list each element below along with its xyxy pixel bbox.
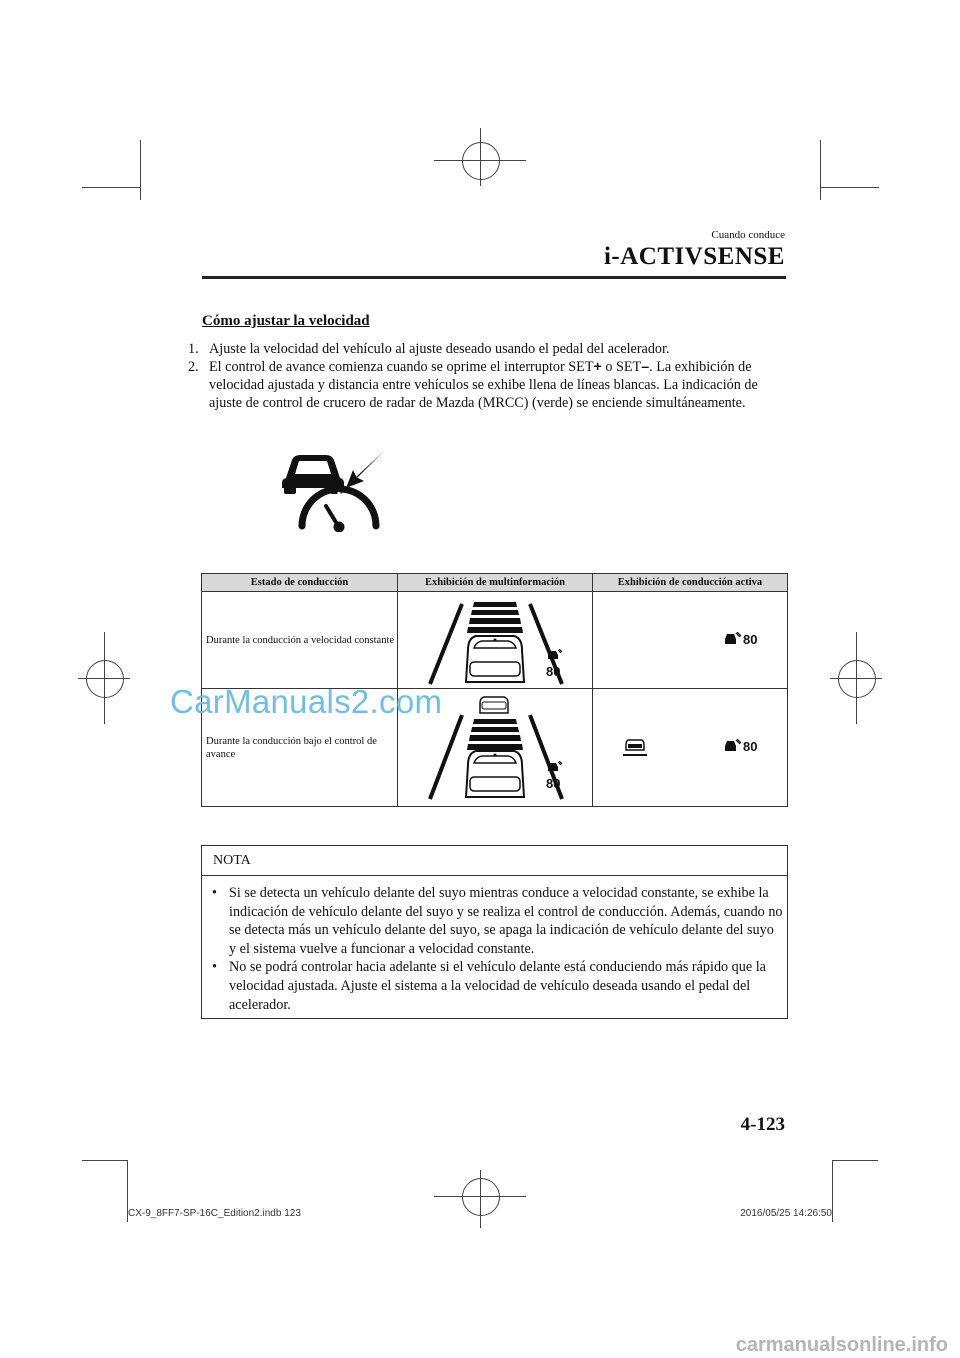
footer-filename: CX-9_8FF7-SP-16C_Edition2.indb 123 bbox=[128, 1208, 301, 1219]
subheading: Cómo ajustar la velocidad bbox=[202, 313, 370, 329]
registration-mark bbox=[856, 632, 857, 724]
crop-mark bbox=[82, 1160, 128, 1161]
step-item bbox=[188, 358, 778, 412]
table-row bbox=[202, 592, 788, 689]
table-header: Estado de conducción bbox=[202, 574, 398, 592]
watermark-logo: CarManuals2.com bbox=[170, 683, 443, 720]
footer-timestamp: 2016/05/25 14:26:50 bbox=[740, 1208, 832, 1219]
page-number: 4-123 bbox=[740, 1114, 785, 1135]
bullet: • bbox=[212, 959, 217, 976]
chapter-title: i-ACTIVSENSE bbox=[603, 243, 785, 270]
table-header: Exhibición de multinformación bbox=[398, 574, 593, 592]
crop-mark bbox=[832, 1160, 833, 1222]
crop-mark bbox=[820, 140, 821, 200]
multi-display-cell bbox=[398, 592, 593, 689]
registration-mark bbox=[480, 1170, 481, 1228]
set-speed-value: 80 bbox=[546, 664, 561, 679]
mrcc-indicator-icon bbox=[280, 448, 388, 532]
header-rule bbox=[202, 276, 786, 279]
note-box bbox=[201, 845, 788, 1019]
state-label: Durante la conducción bajo el control de avance bbox=[202, 689, 398, 807]
radar-car-icon bbox=[723, 739, 741, 755]
crop-mark bbox=[82, 187, 140, 188]
step-text: El control de avance comienza cuando se oprime el interruptor SET bbox=[209, 359, 594, 375]
set-speed-value: 80 bbox=[743, 739, 758, 754]
note-header bbox=[202, 846, 787, 876]
steps-list bbox=[188, 340, 778, 412]
step-text: Ajuste la velocidad del vehículo al ajuste deseado usando el pedal del acelerador. bbox=[209, 341, 670, 357]
radar-car-icon bbox=[546, 649, 562, 663]
crop-mark bbox=[140, 140, 141, 200]
note-item bbox=[212, 958, 784, 1014]
step-text: . La exhibición de velocidad ajustada y distancia entre vehículos se exhibe llena de líneas blancas. La indicación de ajuste de control de crucero de radar de Mazda (MRCC) (verde) se enciende simultáneamente. bbox=[209, 359, 758, 411]
lane-bars-icon bbox=[424, 598, 564, 686]
table-header: Exhibición de conducción activa bbox=[593, 574, 788, 592]
lane-bars-icon bbox=[424, 693, 564, 801]
registration-mark bbox=[104, 632, 105, 724]
note-item bbox=[212, 884, 784, 958]
section-title: Cuando conduce bbox=[711, 229, 785, 241]
set-speed-value: 80 bbox=[743, 632, 758, 647]
crop-mark bbox=[821, 187, 879, 188]
note-text: Si se detecta un vehículo delante del suyo mientras conduce a velocidad constante, se exhibe la indicación de vehículo delante del suyo y se realiza el control de conducción. Además, cuando no se detecta más un vehículo delante del suyo, se apaga la indicación de vehículo delante del suyo y el sistema vuelve a funcionar a velocidad constante. bbox=[229, 885, 783, 957]
set-minus-symbol: – bbox=[641, 359, 650, 375]
bullet: • bbox=[212, 885, 217, 901]
radar-car-icon bbox=[546, 761, 562, 775]
note-text: No se podrá controlar hacia adelante si el vehículo delante está conduciendo más rápido que la velocidad ajustada. Ajuste el sistema a la velocidad de vehículo deseada usando el pedal del acelerador. bbox=[229, 959, 766, 1013]
active-display-cell bbox=[593, 592, 788, 689]
radar-car-icon bbox=[723, 632, 741, 648]
step-number: 1. bbox=[188, 341, 199, 357]
state-label: Durante la conducción a velocidad constante bbox=[202, 592, 398, 689]
step-number: 2. bbox=[188, 359, 199, 375]
active-display-cell bbox=[593, 689, 788, 807]
registration-mark bbox=[480, 128, 481, 186]
set-plus-symbol: + bbox=[593, 359, 602, 375]
step-text: o SET bbox=[601, 359, 642, 375]
step-item bbox=[188, 340, 778, 358]
table-header-row bbox=[202, 574, 788, 592]
site-watermark: carmanualsonline.info bbox=[735, 1334, 948, 1356]
note-list bbox=[212, 884, 784, 1014]
crop-mark bbox=[832, 1160, 878, 1161]
leading-vehicle-icon bbox=[623, 737, 647, 757]
note-title: NOTA bbox=[213, 853, 251, 868]
set-speed-value: 80 bbox=[546, 776, 561, 791]
